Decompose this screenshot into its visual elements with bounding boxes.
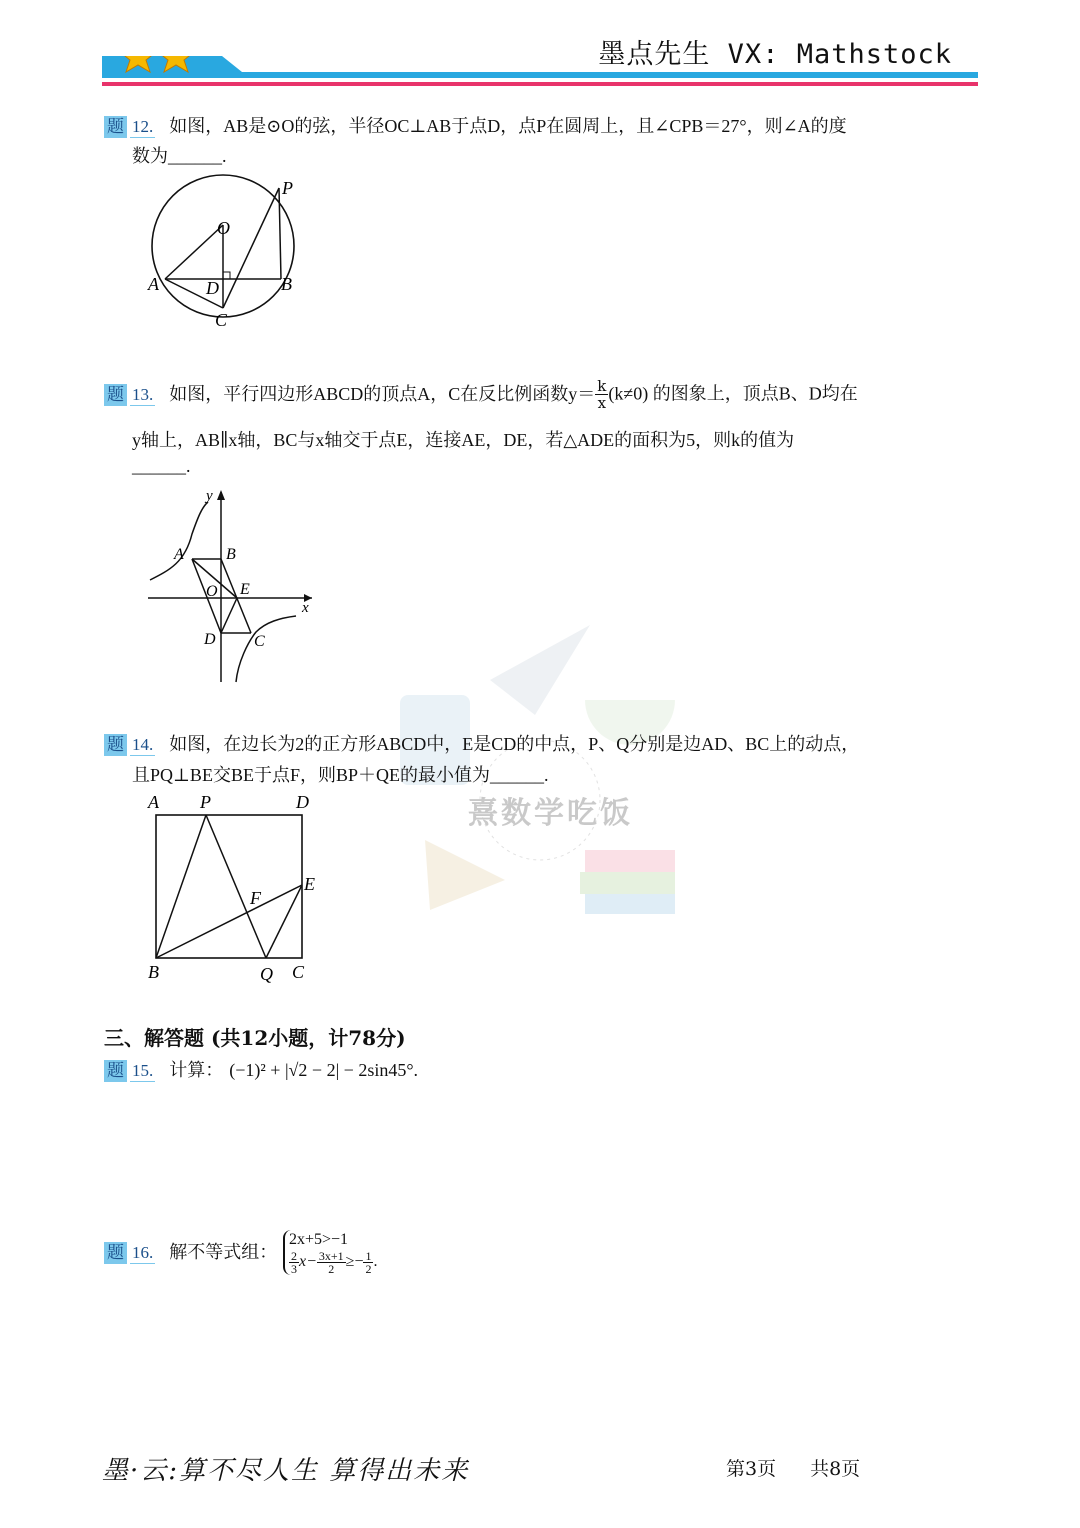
question-text: 如图，平行四边形ABCD的顶点A，C在反比例函数y＝	[169, 383, 596, 404]
question-tag: 题	[104, 734, 127, 756]
question-12	[104, 112, 847, 138]
question-12-line2: 数为______.	[132, 146, 227, 166]
label-P: P	[200, 792, 211, 812]
section-title: 三、解答题 (共12小题，计78分)	[104, 1026, 406, 1050]
label-D: D	[296, 792, 309, 812]
question-label: 计算：	[169, 1060, 224, 1080]
label-A: A	[174, 546, 184, 563]
page-current: 第3页	[726, 1458, 777, 1480]
question-text: 如图，AB是⊙O的弦，半径OC⊥AB于点D，点P在圆周上，且∠CPB＝27°，则∠A的度	[169, 116, 847, 136]
label-B: B	[226, 546, 236, 563]
question-number: 14.	[132, 735, 154, 754]
question-13	[104, 378, 858, 411]
label-B: B	[148, 962, 159, 982]
label-Q: Q	[260, 964, 273, 984]
inequality-system	[283, 1230, 378, 1275]
question-number: 13.	[132, 384, 154, 404]
question-tag: 题	[104, 1060, 127, 1082]
label-E: E	[240, 581, 250, 598]
label-A: A	[148, 274, 159, 294]
question-16	[104, 1230, 377, 1275]
label-x: x	[302, 600, 309, 616]
label-B: B	[281, 274, 292, 294]
brand-title: 墨点先生 VX: Mathstock	[598, 39, 952, 70]
watermark-text: 熹数学吃饭	[468, 796, 633, 831]
label-C: C	[215, 310, 228, 330]
page-total: 共8页	[810, 1458, 861, 1480]
inequality-2: $\frac{2}{3}$ x− $\frac{3x+1}{2}$ ≥− $\frac{1}{2}$ .	[290, 1249, 378, 1276]
page-number	[726, 1454, 894, 1481]
label-y: y	[206, 488, 213, 504]
question-tag: 题	[104, 116, 127, 138]
question-label: 解不等式组：	[169, 1241, 278, 1262]
label-C: C	[292, 962, 305, 982]
question-number: 12.	[132, 117, 154, 136]
question-text: 如图，在边长为2的正方形ABCD中，E是CD的中点，P、Q分别是边AD、BC上的动点，	[169, 734, 860, 754]
label-E: E	[304, 874, 315, 894]
question-text-after: (k≠0) 的图象上，顶点B、D均在	[608, 383, 858, 404]
label-P: P	[282, 178, 293, 198]
label-F: F	[250, 888, 261, 908]
fraction-k-over-x: $\frac{k}{x}$	[597, 377, 607, 412]
footer-motto: 墨·云:算不尽人生 算得出未来	[102, 1456, 470, 1486]
label-O: O	[217, 218, 230, 238]
question-tag: 题	[104, 1242, 127, 1264]
question-expression: (−1)² + |√2 − 2| − 2sin45°.	[229, 1060, 419, 1080]
label-D: D	[204, 631, 216, 648]
question-14-line2: 且PQ⊥BE交BE于点F，则BP＋QE的最小值为______.	[132, 765, 549, 785]
question-tag: 题	[104, 384, 127, 406]
question-13-line3: ______.	[132, 456, 191, 476]
figure-parallelogram	[140, 482, 320, 687]
question-15	[104, 1056, 418, 1082]
label-C: C	[254, 633, 265, 650]
label-A: A	[148, 792, 159, 812]
figure-circle	[140, 168, 320, 338]
question-number: 15.	[132, 1061, 154, 1080]
question-number: 16.	[132, 1242, 154, 1262]
inequality-1: 2x+5>−1	[288, 1231, 349, 1248]
label-D: D	[206, 278, 219, 298]
question-14	[104, 730, 859, 756]
question-13-line2: y轴上，AB∥x轴，BC与x轴交于点E，连接AE，DE，若△ADE的面积为5，则k的值为	[132, 430, 795, 450]
label-O: O	[206, 583, 218, 600]
figure-square	[140, 788, 330, 988]
